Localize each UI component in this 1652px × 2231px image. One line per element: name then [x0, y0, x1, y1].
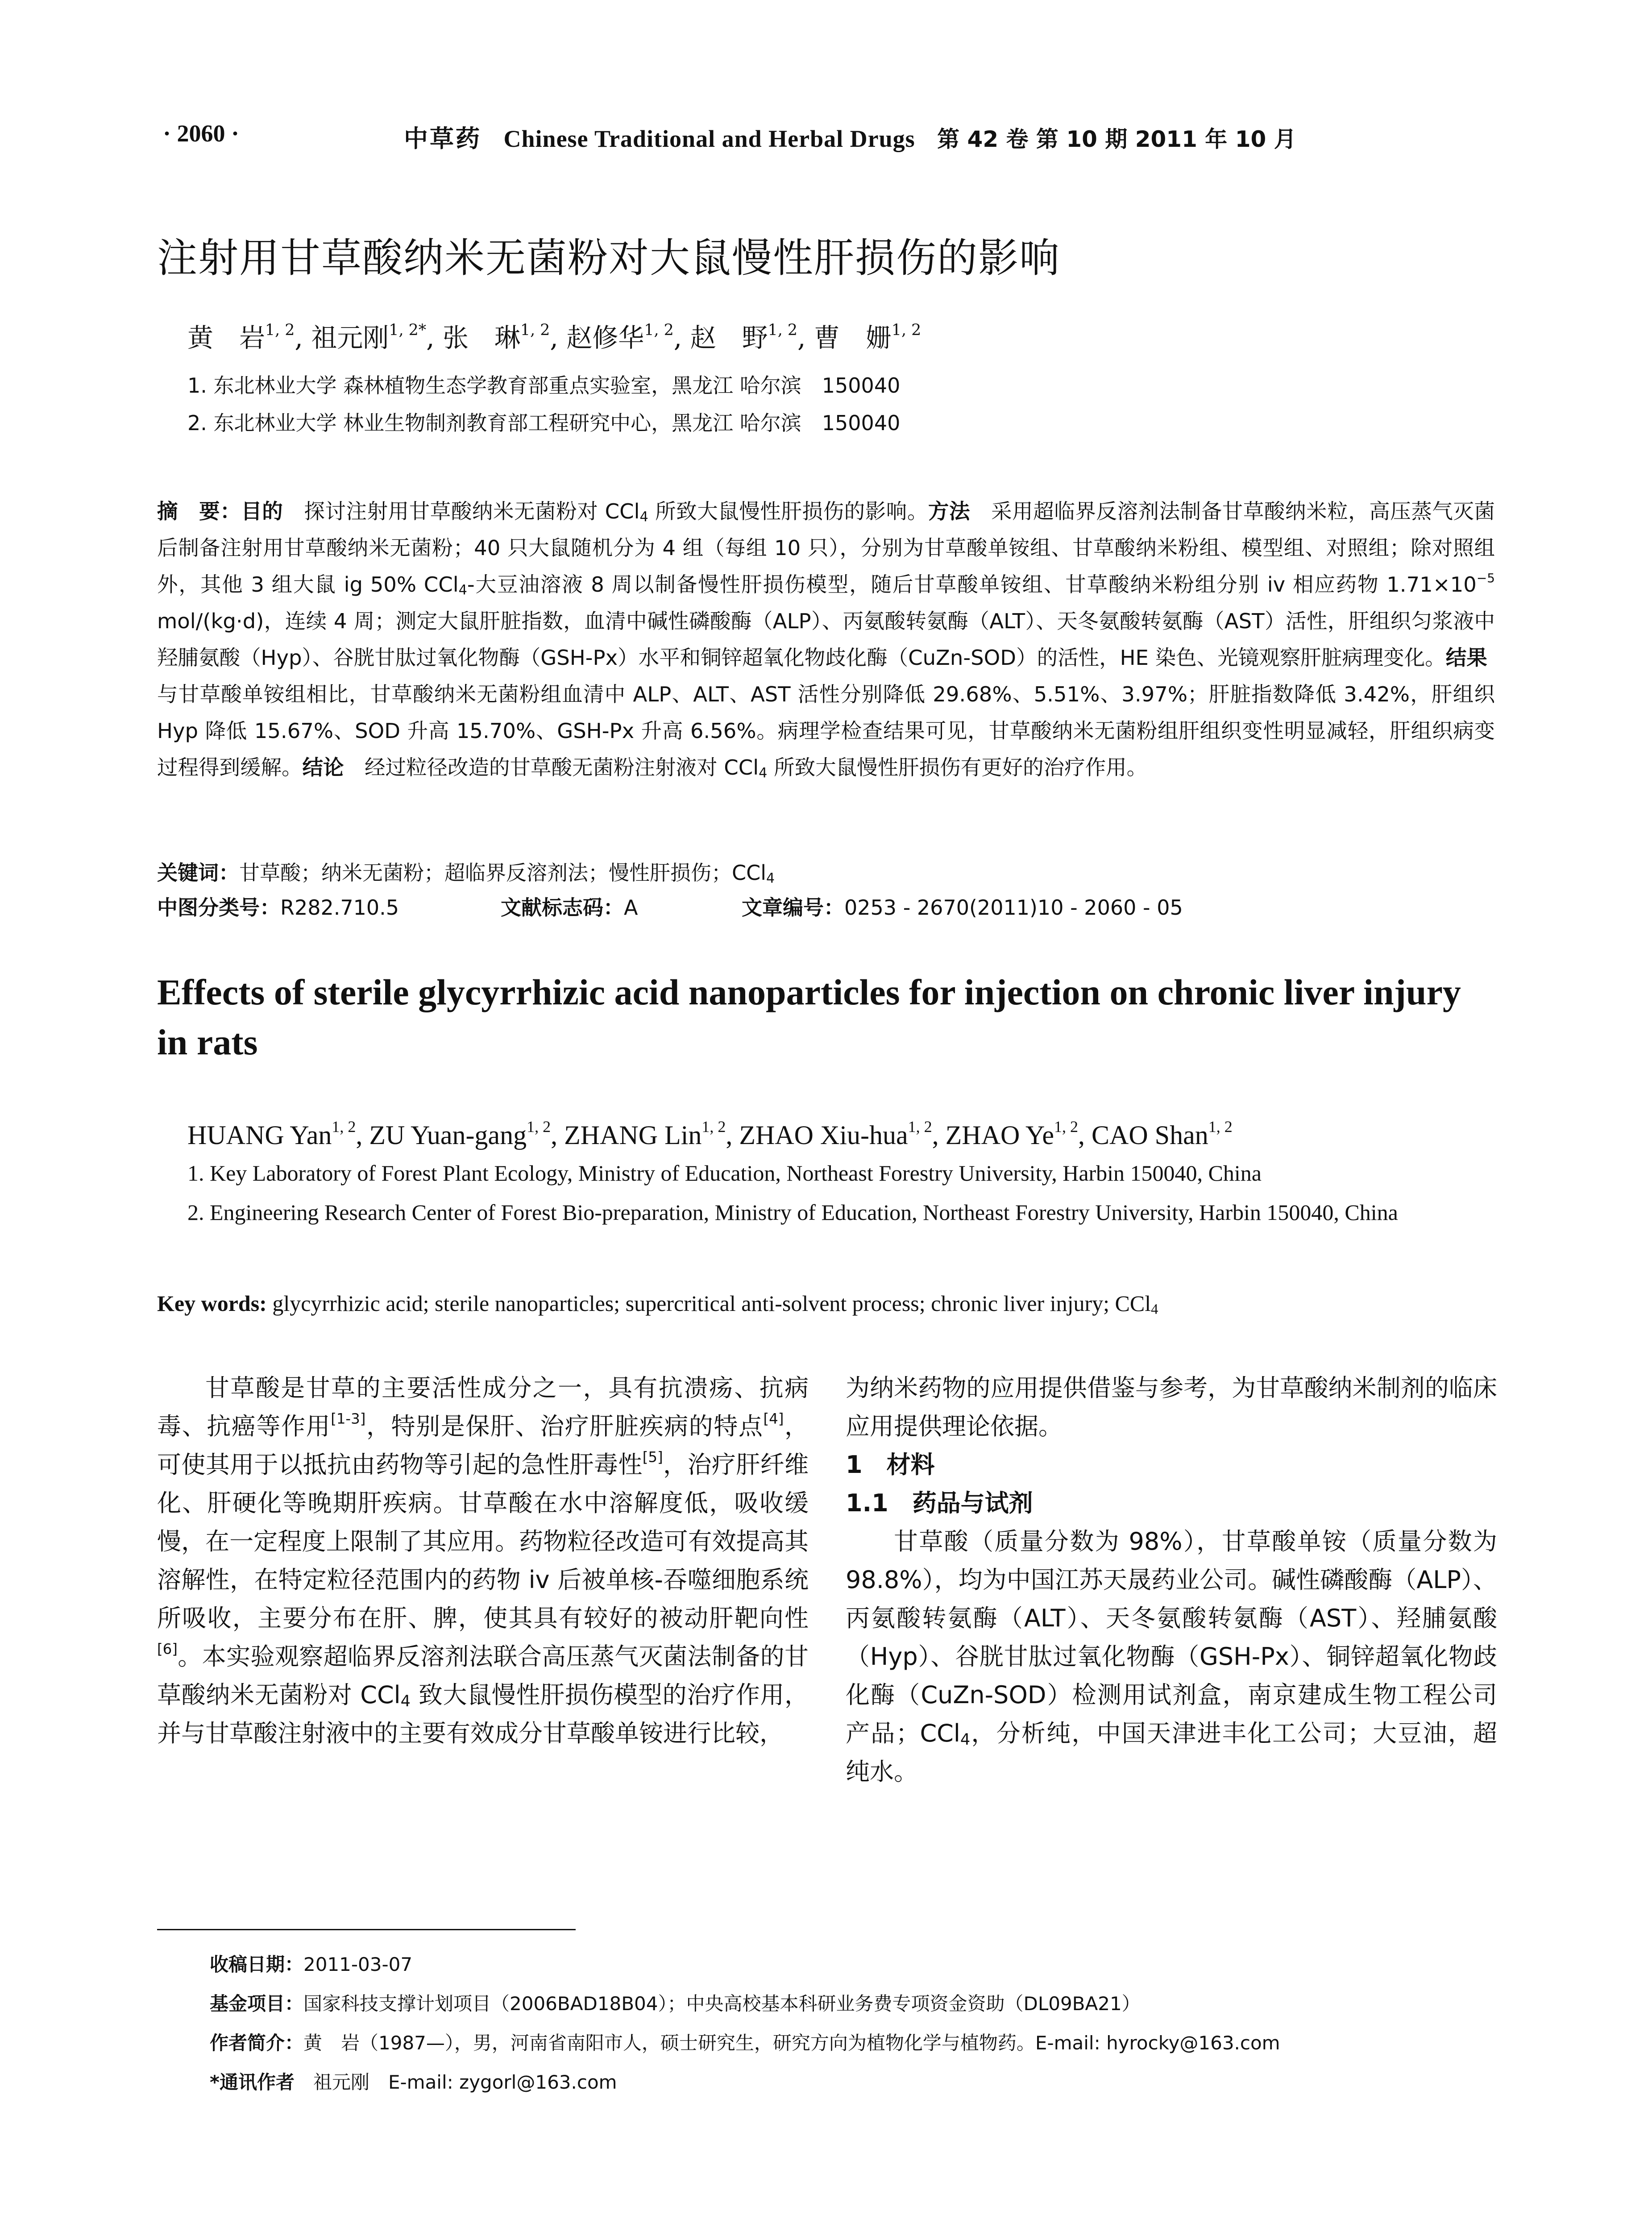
- author-en: ZU Yuan-gang$^{1, 2}$,: [369, 1118, 565, 1150]
- footnote-divider: [157, 1929, 576, 1930]
- keywords-en: Key words: glycyrrhizic acid; sterile nanoparticles; supercritical anti-solvent process; chronic liver injury; CCl$_4$: [157, 1291, 1158, 1318]
- keywords-cn: 关键词：甘草酸；纳米无菌粉；超临界反溶剂法；慢性肝损伤；CCl$_4$: [157, 861, 775, 886]
- citation: [1-3]: [331, 1410, 366, 1427]
- journal-issue: 第 42 卷 第 10 期 2011 年 10 月: [937, 126, 1296, 152]
- citation: [5]: [642, 1448, 663, 1466]
- classification-line: [157, 892, 1183, 921]
- author-en: ZHANG Lin$^{1, 2}$,: [564, 1118, 739, 1150]
- objective-label: 目的: [241, 499, 283, 523]
- intro-paragraph: 甘草酸是甘草的主要活性成分之一，具有抗溃疡、抗病毒、抗癌等作用[1-3]，特别是保肝、治疗肝脏疾病的特点[4]，可使其用于以抵抗由药物等引起的急性肝毒性[5]，治疗肝纤维化、肝硬化等晚期肝疾病。甘草酸在水中溶解度低，吸收缓慢，在一定程度上限制了其应用。药物粒径改造可有效提高其溶解性，在特定粒径范围内的药物 iv 后被单核-吞噬细胞系统所吸收，主要分布在肝、脾，使其具有较好的被动肝靶向性[6]。本实验观察超临界反溶剂法联合高压蒸气灭菌法制备的甘草酸纳米无菌粉对 CCl$_4$ 致大鼠慢性肝损伤模型的治疗作用，并与甘草酸注射液中的主要有效成分甘草酸单铵进行比较，: [157, 1374, 809, 1747]
- conclusion-label: 结论: [302, 755, 344, 780]
- subsection-heading: 1.1 药品与试剂: [846, 1489, 1033, 1517]
- affiliation-en: 2. Engineering Research Center of Forest Bio-preparation, Ministry of Education, Northeast Forestry University, Harbin 150040, China: [187, 1200, 1398, 1225]
- paper-title-en: Effects of sterile glycyrrhizic acid nanoparticles for injection on chronic liver injury in rats: [157, 972, 1461, 1062]
- citation: [4]: [763, 1410, 784, 1427]
- affiliation-en: 1. Key Laboratory of Forest Plant Ecology, Ministry of Education, Northeast Forestry University, Harbin 150040, China: [187, 1161, 1262, 1186]
- journal-name-cn: 中草药: [404, 124, 481, 153]
- intro-continuation: 为纳米药物的应用提供借鉴与参考，为甘草酸纳米制剂的临床应用提供理论依据。: [846, 1374, 1497, 1440]
- author-list-cn: [187, 317, 921, 354]
- author-cn: 张 琳$^{1, 2}$,: [443, 321, 567, 353]
- author-cn: 赵 野$^{1, 2}$,: [690, 321, 814, 353]
- clc-number: 中图分类号：R282.710.5: [157, 896, 399, 920]
- author-cn: 祖元刚$^{1, 2*}$,: [311, 321, 443, 353]
- author-en: ZHAO Ye$^{1, 2}$,: [945, 1118, 1092, 1150]
- page-number: · 2060 ·: [163, 120, 240, 147]
- footnote-received-date: 收稿日期：2011-03-07: [210, 1953, 413, 1975]
- journal-header: [404, 120, 1296, 154]
- author-cn: 曹 姗$^{1, 2}$: [814, 321, 921, 353]
- affiliation-cn: 1. 东北林业大学 森林植物生态学教育部重点实验室，黑龙江 哈尔滨 150040: [187, 373, 901, 398]
- author-en: HUANG Yan$^{1, 2}$,: [187, 1118, 369, 1150]
- citation: [6]: [157, 1640, 178, 1658]
- results-label: 结果: [1445, 646, 1487, 670]
- abstract-label: 摘 要：: [157, 499, 241, 523]
- paper-title-cn: 注射用甘草酸纳米无菌粉对大鼠慢性肝损伤的影响: [157, 235, 1060, 282]
- body-column-right: [846, 1369, 1497, 1791]
- methods-label: 方法: [928, 499, 971, 523]
- author-cn: 赵修华$^{1, 2}$,: [566, 321, 690, 353]
- body-column-left: [157, 1369, 809, 1753]
- footnote-corresponding-author: *通讯作者 祖元刚 E-mail: zygorl@163.com: [210, 2071, 617, 2093]
- journal-name-en: Chinese Traditional and Herbal Drugs: [503, 125, 915, 152]
- affiliation-cn: 2. 东北林业大学 林业生物制剂教育部工程研究中心，黑龙江 哈尔滨 150040: [187, 411, 901, 435]
- footnote-funding: 基金项目：国家科技支撑计划项目（2006BAD18B04）；中央高校基本科研业务费专项资金资助（DL09BA21）: [210, 1993, 1141, 2015]
- author-en: CAO Shan$^{1, 2}$: [1092, 1118, 1233, 1150]
- keywords-label: 关键词：: [157, 861, 239, 885]
- author-en: ZHAO Xiu-hua$^{1, 2}$,: [739, 1118, 946, 1150]
- footnote-author-bio: 作者简介：黄 岩（1987—），男，河南省南阳市人，硕士研究生，研究方向为植物化学与植物药。E-mail: hyrocky@163.com: [210, 2032, 1280, 2054]
- author-cn: 黄 岩$^{1, 2}$,: [187, 321, 311, 353]
- materials-paragraph: 甘草酸（质量分数为 98%），甘草酸单铵（质量分数为 98.8%），均为中国江苏天晟药业公司。碱性磷酸酶（ALP）、丙氨酸转氨酶（ALT）、天冬氨酸转氨酶（AST）、羟脯氨酸（Hyp）、谷胱甘肽过氧化物酶（GSH-Px）、铜锌超氧化物歧化酶（CuZn-SOD）检测用试剂盒，南京建成生物工程公司产品；CCl$_4$，分析纯，中国天津进丰化工公司；大豆油，超纯水。: [846, 1527, 1497, 1786]
- author-list-en: [187, 1120, 1233, 1151]
- keywords-en-label: Key words:: [157, 1291, 267, 1316]
- article-number: 文章编号：0253 - 2670(2011)10 - 2060 - 05: [742, 896, 1183, 920]
- section-heading: 1 材料: [846, 1451, 935, 1479]
- document-code: 文献标志码：A: [501, 896, 638, 920]
- abstract-cn: 摘 要：目的 探讨注射用甘草酸纳米无菌粉对 CCl$_4$ 所致大鼠慢性肝损伤的影响。方法 采用超临界反溶剂法制备甘草酸纳米粒，高压蒸气灭菌后制备注射用甘草酸纳米无菌粉；40 只大鼠随机分为 4 组（每组 10 只），分别为甘草酸单铵组、甘草酸纳米粉组、模型组、对照组；除对照组外，其他 3 组大鼠 ig 50% CCl$_4$-大豆油溶液 8 周以制备慢性肝损伤模型，随后甘草酸单铵组、甘草酸纳米粉组分别 iv 相应药物 $1.71\times 10^{-5}$ mol/(kg·d)，连续 4 周；测定大鼠肝脏指数，血清中碱性磷酸酶（ALP）、丙氨酸转氨酶（ALT）、天冬氨酸转氨酶（AST）活性，肝组织匀浆液中羟脯氨酸（Hyp）、谷胱甘肽过氧化物酶（GSH-Px）水平和铜锌超氧化物歧化酶（CuZn-SOD）的活性，HE 染色、光镜观察肝脏病理变化。结果 与甘草酸单铵组相比，甘草酸纳米无菌粉组血清中 ALP、ALT、AST 活性分别降低 29.68%、5.51%、3.97%；肝脏指数降低 3.42%，肝组织 Hyp 降低 15.67%、SOD 升高 15.70%、GSH-Px 升高 6.56%。病理学检查结果可见，甘草酸纳米无菌粉组肝组织变性明显减轻，肝组织病变过程得到缓解。结论 经过粒径改造的甘草酸无菌粉注射液对 CCl$_4$ 所致大鼠慢性肝损伤有更好的治疗作用。: [157, 499, 1508, 781]
